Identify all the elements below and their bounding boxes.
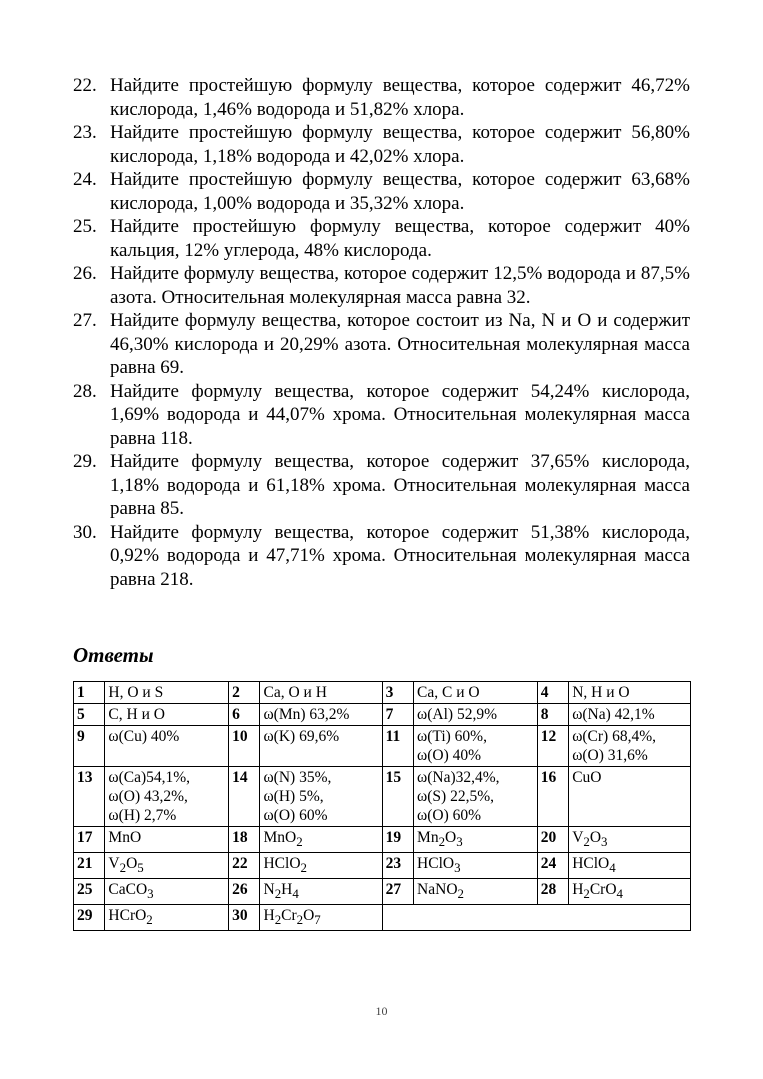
answer-number: 29 [74, 905, 105, 931]
answer-value: ω(N) 35%, ω(H) 5%, ω(O) 60% [260, 767, 382, 827]
answer-number: 15 [382, 767, 413, 827]
problem-item [73, 74, 690, 121]
answer-value: CuO [569, 767, 691, 827]
answer-value: MnO$_2$ [260, 827, 382, 853]
table-row [74, 704, 691, 726]
problem-number: 28. [73, 380, 97, 402]
page-number: 10 [375, 1004, 388, 1018]
table-row [74, 905, 691, 931]
answer-value: ω(Cu) 40% [105, 726, 229, 767]
problem-number: 22. [73, 75, 97, 96]
answer-number: 11 [382, 726, 413, 767]
answer-number: 24 [537, 853, 568, 879]
answer-value: ω(Na)32,4%, ω(S) 22,5%, ω(O) 60% [414, 767, 538, 827]
answer-number: 30 [229, 905, 260, 931]
problem-number: 30. [73, 521, 97, 543]
problem-text: Найдите простейшую формулу вещества, которое содержит 63,68% кислорода, 1,00% водорода и 35,32% хлора. [110, 169, 690, 214]
answer-value: NaNO$_2$ [414, 879, 538, 905]
answer-value: ω(Ca)54,1%, ω(O) 43,2%, ω(H) 2,7% [105, 767, 229, 827]
problem-item [73, 450, 690, 521]
problem-text: Найдите формулу вещества, которое состоит из Na, N и O и содержит 46,30% кислорода и 20,29% азота. Относительная молекулярная масса равна 69. [110, 310, 690, 378]
problem-list [73, 74, 690, 591]
answer-value: $H_2CrO_4$ [569, 879, 691, 905]
problem-text: Найдите простейшую формулу вещества, которое содержит 40% кальция, 12% углерода, 48% кислорода. [110, 216, 690, 261]
problem-number: 24. [73, 169, 97, 190]
answer-number: 10 [229, 726, 260, 767]
answer-value: $Mn_2O_3$ [414, 827, 538, 853]
answer-number: 19 [382, 827, 413, 853]
answer-value: CaCO$_3$ [105, 879, 229, 905]
problem-text: Найдите простейшую формулу вещества, которое содержит 46,72% кислорода, 1,46% водорода и 51,82% хлора. [110, 75, 690, 120]
answer-number: 12 [537, 726, 568, 767]
answer-value: ω(Al) 52,9% [414, 704, 538, 726]
problem-item [73, 168, 690, 215]
answer-number: 22 [229, 853, 260, 879]
answer-number: 8 [537, 704, 568, 726]
answer-number: 4 [537, 682, 568, 704]
answer-value: $N_2H_4$ [260, 879, 382, 905]
problem-number: 25. [73, 216, 97, 237]
empty-cell [382, 905, 690, 931]
answer-number: 18 [229, 827, 260, 853]
answer-value: HCrO$_2$ [105, 905, 229, 931]
answer-value: HClO$_3$ [414, 853, 538, 879]
problem-item [73, 380, 690, 451]
answer-number: 27 [382, 879, 413, 905]
answer-value: ω(Na) 42,1% [569, 704, 691, 726]
answer-number: 21 [74, 853, 105, 879]
table-row [74, 879, 691, 905]
answer-number: 3 [382, 682, 413, 704]
answer-value: ω(Ti) 60%, ω(O) 40% [414, 726, 538, 767]
answer-number: 26 [229, 879, 260, 905]
answer-number: 9 [74, 726, 105, 767]
answer-value: Ca, O и H [260, 682, 382, 704]
answer-number: 25 [74, 879, 105, 905]
problem-text: Найдите простейшую формулу вещества, которое содержит 56,80% кислорода, 1,18% водорода и 42,02% хлора. [110, 122, 690, 167]
answer-value: MnO [105, 827, 229, 853]
answers-table [73, 681, 691, 931]
answer-number: 1 [74, 682, 105, 704]
problem-number: 26. [73, 263, 97, 284]
answer-number: 16 [537, 767, 568, 827]
answer-number: 17 [74, 827, 105, 853]
answer-number: 28 [537, 879, 568, 905]
answer-number: 6 [229, 704, 260, 726]
table-row [74, 682, 691, 704]
answer-number: 2 [229, 682, 260, 704]
answer-number: 5 [74, 704, 105, 726]
problem-text: Найдите формулу вещества, которое содержит 37,65% кислорода, 1,18% водорода и 61,18% хрома. Относительная молекулярная масса равна 85. [110, 451, 690, 519]
answer-value: ω(Cr) 68,4%, ω(O) 31,6% [569, 726, 691, 767]
answer-value: ω(K) 69,6% [260, 726, 382, 767]
table-row [74, 827, 691, 853]
answer-number: 13 [74, 767, 105, 827]
problem-item [73, 262, 690, 309]
table-row [74, 853, 691, 879]
answer-number: 23 [382, 853, 413, 879]
problem-item [73, 309, 690, 380]
answer-value: $V_2O_5$ [105, 853, 229, 879]
answer-value: $H_2Cr_2O_7$ [260, 905, 382, 931]
answer-value: HClO$_2$ [260, 853, 382, 879]
problem-text: Найдите формулу вещества, которое содержит 51,38% кислорода, 0,92% водорода и 47,71% хрома. Относительная молекулярная масса равна 218. [110, 521, 690, 590]
problem-number: 27. [73, 310, 97, 331]
answer-value: Ca, C и O [414, 682, 538, 704]
answer-value: ω(Mn) 63,2% [260, 704, 382, 726]
problem-text: Найдите формулу вещества, которое содержит 54,24% кислорода, 1,69% водорода и 44,07% хрома. Относительная молекулярная масса равна 118. [110, 380, 690, 449]
answer-value: H, O и S [105, 682, 229, 704]
answers-heading: Ответы [73, 643, 154, 667]
answer-value: N, H и O [569, 682, 691, 704]
problem-number: 23. [73, 122, 97, 143]
problem-item [73, 521, 690, 592]
answer-number: 14 [229, 767, 260, 827]
answer-number: 7 [382, 704, 413, 726]
answer-number: 20 [537, 827, 568, 853]
answer-value: $V_2O_3$ [569, 827, 691, 853]
table-row [74, 767, 691, 827]
problem-number: 29. [73, 451, 97, 472]
answer-value: C, H и O [105, 704, 229, 726]
problem-item [73, 121, 690, 168]
answer-value: HClO$_4$ [569, 853, 691, 879]
table-row [74, 726, 691, 767]
problem-item [73, 215, 690, 262]
problem-text: Найдите формулу вещества, которое содержит 12,5% водорода и 87,5% азота. Относительная молекулярная масса равна 32. [110, 263, 690, 308]
